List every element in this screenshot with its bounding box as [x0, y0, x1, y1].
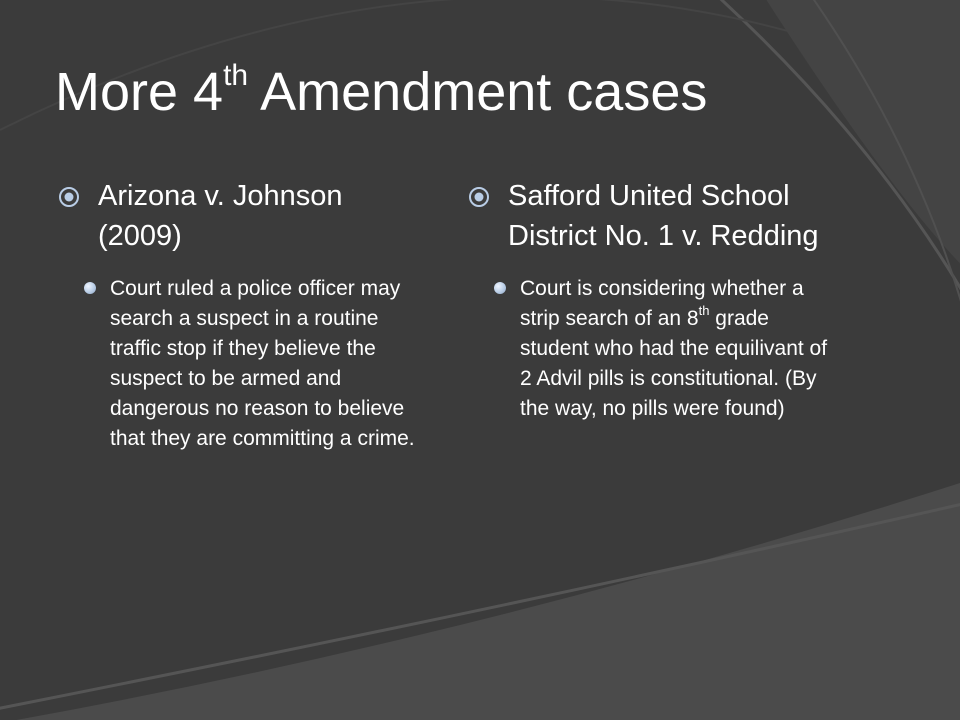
title-superscript: th — [223, 59, 249, 92]
case-column-left — [58, 176, 430, 454]
case-detail-before: Court is considering whether a strip search of an 8 — [520, 277, 804, 330]
case-detail-superscript: th — [698, 303, 710, 318]
case-heading-row — [58, 176, 430, 256]
dot-icon — [84, 282, 96, 294]
case-detail-row — [84, 274, 430, 454]
case-detail — [520, 274, 838, 424]
case-heading: Safford United School District No. 1 v. Redding — [508, 180, 819, 252]
case-heading: Arizona v. Johnson (2009) — [98, 180, 343, 252]
title-suffix: Amendment cases — [248, 62, 708, 122]
target-circle-icon — [468, 186, 490, 208]
dot-icon — [494, 282, 506, 294]
case-heading-row — [468, 176, 838, 256]
case-column-right — [468, 176, 838, 424]
case-detail: Court ruled a police officer may search a suspect in a routine traffic stop if they believe the suspect to be armed and dangerous no reason to believe that they are committing a crime. — [110, 277, 415, 450]
title-prefix: More 4 — [55, 62, 224, 122]
case-detail-after: grade student who had the equilivant of 2 Advil pills is constitutional. (By the way, no pills were found) — [520, 307, 828, 420]
case-detail-row — [494, 274, 838, 424]
slide-title — [55, 52, 915, 132]
target-circle-icon — [58, 186, 80, 208]
